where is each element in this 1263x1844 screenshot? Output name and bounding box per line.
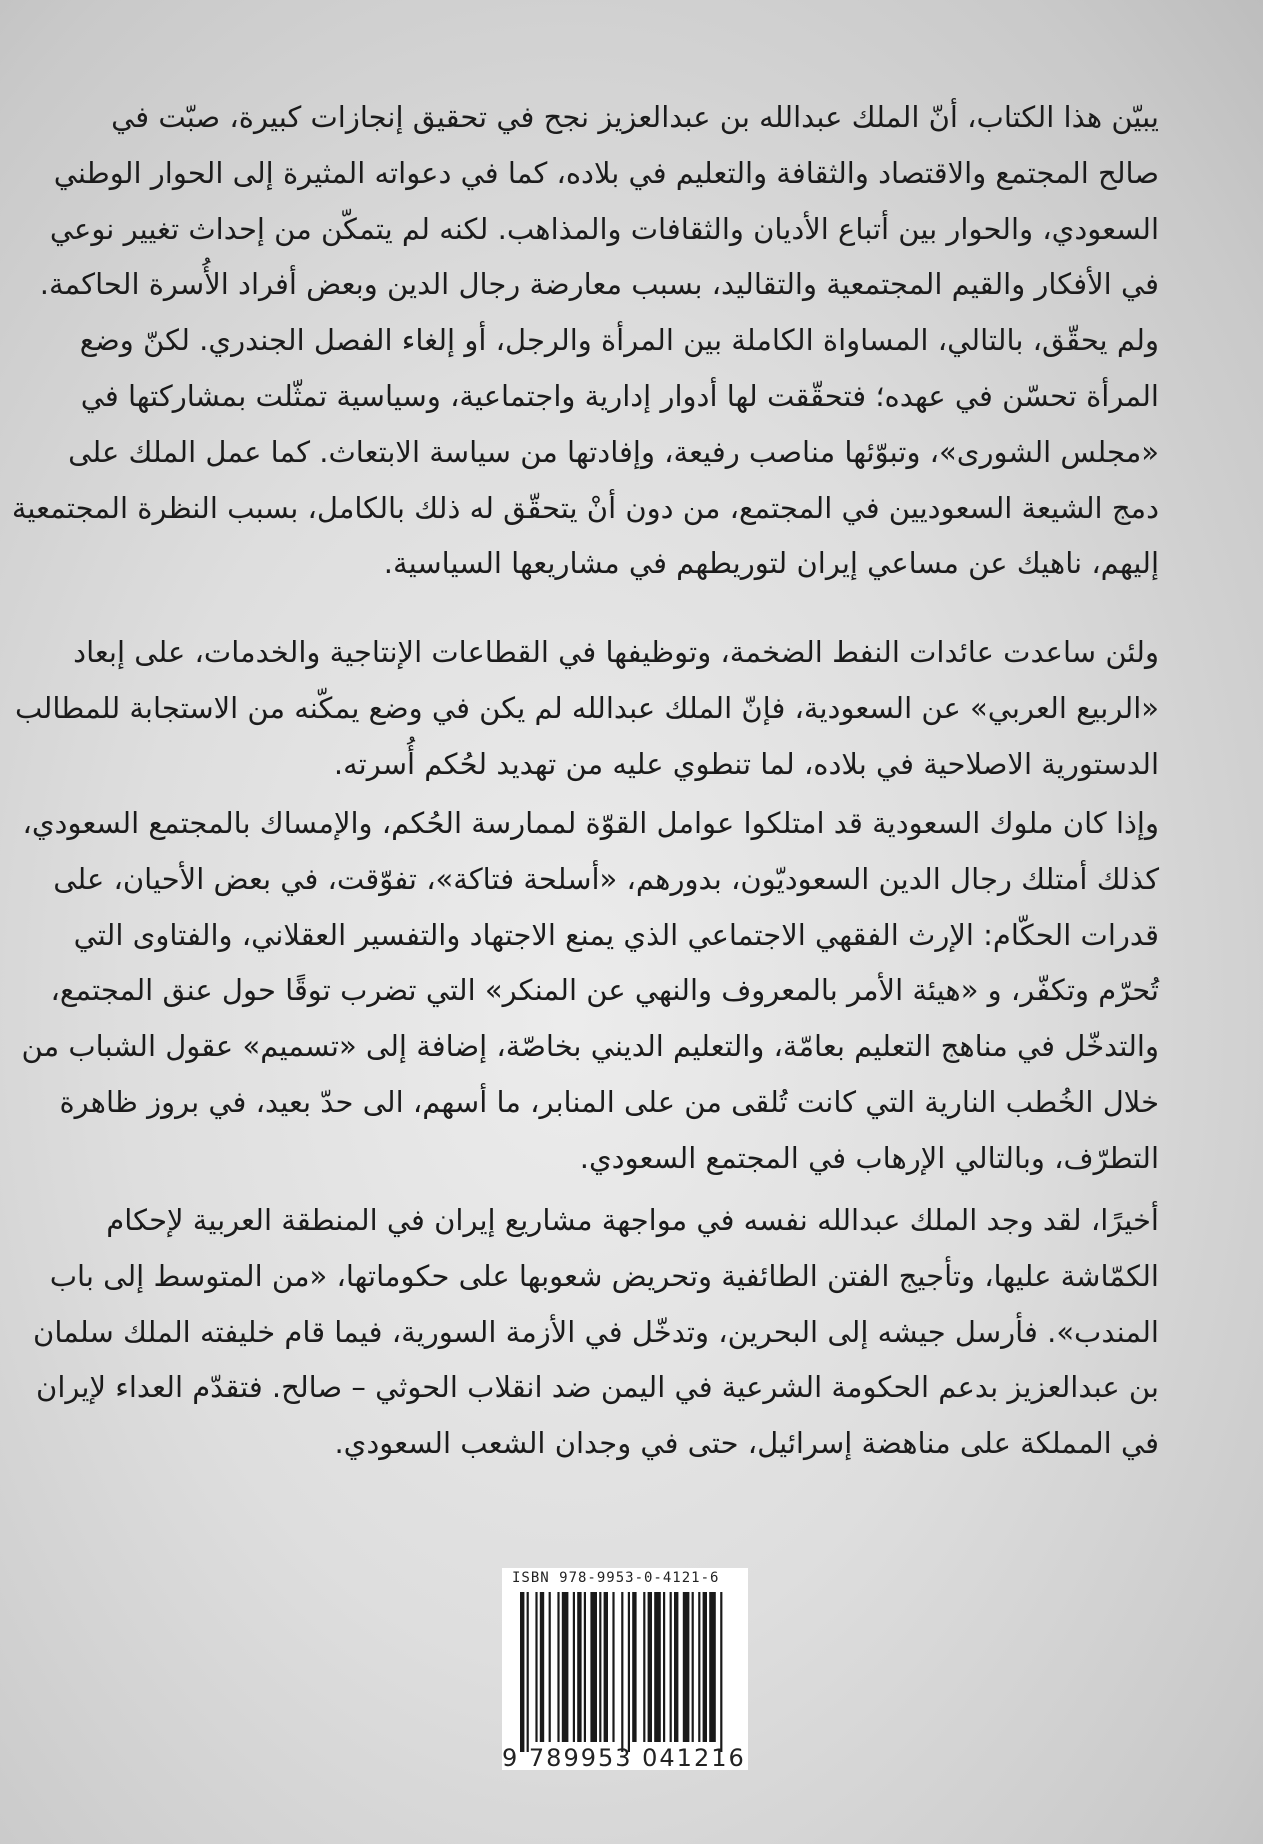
paragraph-1-line: في الأفكار والقيم المجتمعية والتقاليد، بسبب معارضة رجال الدين وبعض أفراد الأُسرة الحاكمة. [39,267,1159,302]
barcode-bar [577,1592,581,1742]
paragraph-1-line: يبيّن هذا الكتاب، أنّ الملك عبدالله بن عبدالعزيز نجح في تحقيق إنجازات كبيرة، صبّت في [111,100,1159,134]
barcode-bar [590,1592,597,1742]
barcode-bar [584,1592,586,1742]
paragraph-4-line: المندب». فأرسل جيشه إلى البحرين، وتدخّل في الأزمة السورية، فيما قام خليفته الملك سلمان [33,1314,1159,1349]
paragraph-1-line: ولم يحقّق، بالتالي، المساواة الكاملة بين المرأة والرجل، أو إلغاء الفصل الجندري. لكنّ وضع [79,323,1159,358]
paragraph-3-line: خلال الخُطب النارية التي كانت تُلقى من على المنابر، ما أسهم، الى حدّ بعيد، في بروز ظاهرة [59,1085,1159,1119]
barcode-bar [562,1592,569,1742]
barcode-bar [621,1592,623,1752]
paragraph-3-line: التطرّف، وبالتالي الإرهاب في المجتمع السعودي. [579,1140,1159,1175]
barcode-bar [692,1592,694,1742]
paragraph-1-line: إليهم، ناهيك عن مساعي إيران لتوريطهم في مشاريعها السياسية. [383,546,1159,581]
barcode-bar [643,1592,645,1742]
barcode-bar [573,1592,575,1742]
paragraph-1-line: صالح المجتمع والاقتصاد والثقافة والتعليم في بلاده، كما في دعواته المثيرة إلى الحوار الوطني [53,155,1159,190]
paragraph-2-line: «الربيع العربي» عن السعودية، فإنّ الملك عبدالله لم يكن في وضع يمكّنه من الاستجابة للمطالب [15,690,1159,725]
paragraph-1-line: دمج الشيعة السعوديين في المجتمع، من دون أنْ يتحقّق له ذلك بالكامل، بسبب النظرة المجتمعية [11,490,1159,525]
barcode-bar [612,1592,614,1742]
isbn-label: ISBN 978-9953-0-4121-6 [512,1570,720,1586]
barcode-bar [604,1592,608,1742]
barcode-bar [670,1592,672,1742]
barcode-bar [632,1592,636,1742]
barcode-bar [703,1592,707,1742]
paragraph-4-line: الكمّاشة عليها، وتأجيج الفتن الطائفية وتحريض شعوبها على حكوماتها، «من المتوسط إلى باب [49,1258,1159,1293]
barcode-bar [663,1592,665,1742]
barcode-bar [599,1592,601,1742]
paragraph-4-line: بن عبدالعزيز بدعم الحكومة الشرعية في اليمن ضد انقلاب الحوثي – صالح. فتقدّم العداء لإيران [36,1370,1159,1405]
barcode-bar [535,1592,537,1742]
ean-digits: 9 789953 041216 [502,1744,746,1772]
barcode-bar [654,1592,661,1742]
barcode-bar [557,1592,559,1742]
paragraph-2-line: ولئن ساعدت عائدات النفط الضخمة، وتوظيفها في القطاعات الإنتاجية والخدمات، على إبعاد [73,635,1159,669]
barcode-bar [698,1592,700,1742]
paragraph-3-line: كذلك أمتلك رجال الدين السعوديّون، بدورهم، «أسلحة فتاكة»، تفوّقت، في بعض الأحيان، على [53,861,1159,896]
paragraph-3-line: تُحرّم وتكفّر، و «هيئة الأمر بالمعروف والنهي عن المنكر» التي تضرب توقًا حول عنق المجتمع، [50,973,1159,1008]
paragraph-3-line: وإذا كان ملوك السعودية قد امتلكوا عوامل القوّة لممارسة الحُكم، والإمساك بالمجتمع السعودي، [22,806,1159,840]
barcode-bar [628,1592,630,1752]
barcode-bar [674,1592,678,1742]
barcode-bar [709,1592,716,1742]
paragraph-2-line: الدستورية الاصلاحية في بلاده، لما تنطوي عليه من تهديد لحُكم أُسرته. [333,746,1159,781]
barcode-bars [520,1592,732,1752]
barcode-bar [520,1592,524,1752]
paragraph-1-line: «مجلس الشورى»، وتبوّئها مناصب رفيعة، وإفادتها من سياسة الابتعاث. كما عمل الملك على [68,434,1159,469]
barcode-bar [549,1592,551,1742]
isbn-barcode [502,1568,748,1770]
paragraph-3-line: قدرات الحكّام: الإرث الفقهي الاجتماعي الذي يمنع الاجتهاد والتفسير العقلاني، والفتاوى التي [73,917,1159,952]
paragraph-3-line: والتدخّل في مناهج التعليم بعامّة، والتعليم الديني بخاصّة، إضافة إلى «تسميم» عقول الشباب من [21,1029,1159,1064]
paragraph-1-line: المرأة تحسّن في عهده؛ فتحقّقت لها أدوار إدارية واجتماعية، وسياسية تمثّلت بمشاركتها في [80,379,1159,413]
paragraph-4-line: في المملكة على مناهضة إسرائيل، حتى في وجدان الشعب السعودي. [334,1426,1159,1461]
barcode-bar [720,1592,722,1752]
barcode-bar [648,1592,652,1742]
paragraph-4-line: أخيرًا، لقد وجد الملك عبدالله نفسه في مواجهة مشاريع إيران في المنطقة العربية لإحكام [106,1203,1159,1237]
barcode-bar [683,1592,690,1742]
barcode-bar [527,1592,529,1752]
barcode-bar [540,1592,544,1742]
paragraph-1-line: السعودي، والحوار بين أتباع الأديان والثقافات والمذاهب. لكنه لم يتمكّن من إحداث تغيير نوعي [49,211,1159,246]
